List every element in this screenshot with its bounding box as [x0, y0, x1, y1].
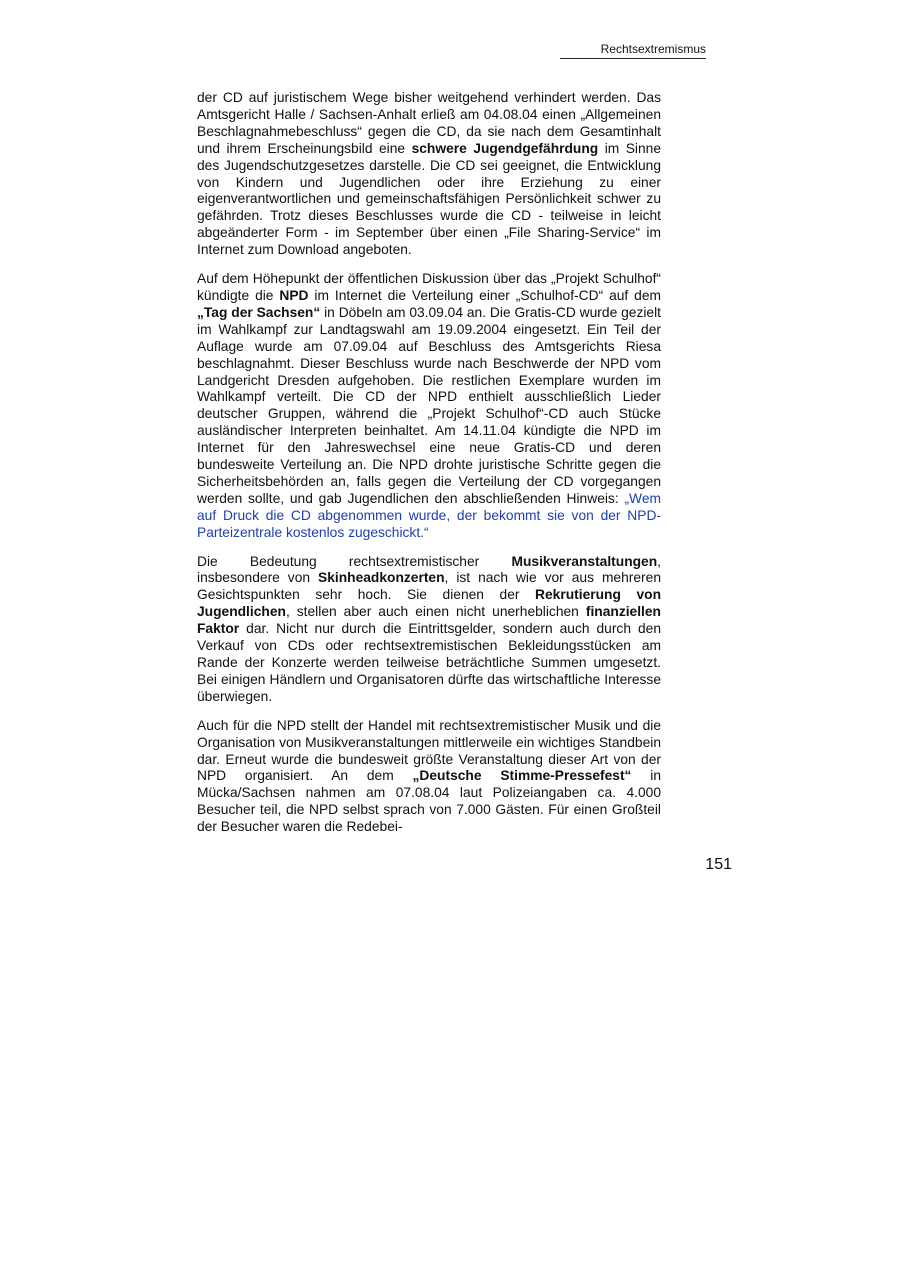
text-run: Die Bedeutung rechtsextremistischer: [197, 553, 512, 569]
paragraph: [197, 554, 661, 706]
text-run: Auf dem Höhepunkt der öffentlichen Diskussion über das „Projekt Schulhof“ kündigte die: [197, 271, 661, 303]
header-title: Rechtsextremismus: [600, 42, 706, 56]
bold-run: „Deutsche Stimme-Pressefest“: [412, 768, 632, 784]
text-run: , insbesondere von: [197, 553, 661, 586]
text-run: in Mücka/Sachsen nahmen am 07.08.04 laut Polizeiangaben ca. 4.000 Besucher teil, die NPD selbst sprach von 7.000 Gästen. Für einen Großteil der Besucher waren die Redebei-: [197, 768, 661, 835]
body-text: [197, 90, 661, 848]
text-run: im Sinne des Jugendschutzgesetzes darstelle. Die CD sei geeignet, die Entwicklung von Kindern und Jugendlichen oder ihre Erziehung zu einer eigenverantwortlichen und gemeinschaftsfähigen Persönlichkeit schwer zu gefährden. Trotz dieses Beschlusses wurde die CD - teilweise in leicht abgeänderter Form - im September über einen „File Sharing-Service“ im Internet zum Download angeboten.: [197, 140, 662, 258]
bold-run: finanziellen Faktor: [197, 604, 661, 637]
bold-run: Musikveranstaltungen: [511, 553, 658, 569]
bold-run: NPD: [279, 287, 309, 303]
header-rule: [560, 58, 706, 59]
paragraph: [197, 90, 661, 259]
text-run: dar. Nicht nur durch die Eintrittsgelder, sondern auch durch den Verkauf von CDs oder rechtsextremistischen Bekleidungsstücken am Rande der Konzerte werden teilweise beträchtliche Summen umgesetzt. Bei einigen Händlern und Organisatoren dürfte das wirtschaftliche Interesse überwiegen.: [197, 621, 661, 704]
text-run: der CD auf juristischem Wege bisher weitgehend verhindert werden. Das Amtsgericht Halle / Sachsen-Anhalt erließ am 04.08.04 einen „Allgemeinen Beschlagnahmebeschluss“ gegen die CD, da sie nach dem Gesamtinhalt und ihrem Erscheinungsbild eine: [197, 90, 661, 156]
page-number: 151: [705, 856, 732, 873]
paragraph: [197, 271, 661, 542]
text-run: , ist nach wie vor aus mehreren Gesichtspunkten sehr hoch. Sie dienen der: [197, 570, 661, 603]
bold-run: Skinheadkonzerten: [318, 570, 445, 586]
text-run: , stellen aber auch einen nicht unerheblichen: [285, 604, 586, 620]
quoted-notice: „Wem auf Druck die CD abgenommen wurde, der bekommt sie von der NPD-Parteizentrale kostenlos zugeschickt.“: [197, 490, 661, 540]
bold-run: „Tag der Sachsen“: [197, 304, 321, 320]
text-run: in Döbeln am 03.09.04 an. Die Gratis-CD wurde gezielt im Wahlkampf zur Landtagswahl am 19.09.2004 eingesetzt. Ein Teil der Auflage wurde am 07.09.04 auf Beschluss des Amtsgerichts Riesa beschlagnahmt. Dieser Beschluss wurde nach Beschwerde der NPD vom Landgericht Dresden aufgehoben. Die restlichen Exemplare wurden im Wahlkampf verteilt. Die CD der NPD enthielt ausschließlich Lieder deutscher Gruppen, während die „Projekt Schulhof“-CD auch Stücke ausländischer Interpreten beinhaltet. Am 14.11.04 kündigte die NPD im Internet für den Jahreswechsel eine neue Gratis-CD und deren bundesweite Verteilung an. Die NPD drohte juristische Schritte gegen die Sicherheitsbehörden an, falls gegen die Verteilung der CD vorgegangen werden sollte, und gab Jugendlichen den abschließenden Hinweis:: [197, 304, 661, 506]
text-run: im Internet die Verteilung einer „Schulhof-CD“ auf dem: [308, 287, 661, 303]
bold-run: Rekrutierung von Jugendlichen: [197, 587, 661, 620]
text-run: Auch für die NPD stellt der Handel mit rechtsextremistischer Musik und die Organisation von Musikveranstaltungen mittlerweile ein wichtiges Standbein dar. Erneut wurde die bundesweit größte Veranstaltung dieser Art von der NPD organisiert. An dem: [197, 717, 661, 784]
paragraph: [197, 718, 661, 836]
bold-run: schwere Jugendgefährdung: [411, 140, 599, 156]
